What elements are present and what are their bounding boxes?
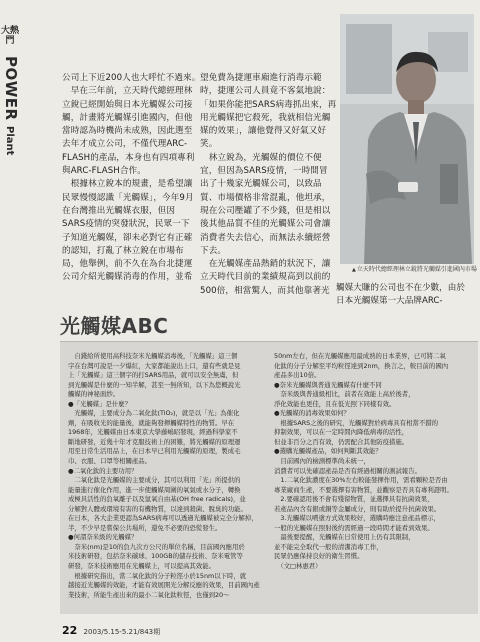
article-text-line: 時，捷運公司人員竟不客氣地說：	[200, 86, 331, 97]
abc-text-line: 根據SARS之後的研究，光觸媒對於病毒具有相當不錯的	[274, 418, 439, 427]
article-text-line: 公司介紹光觸媒消毒的作用，並希	[62, 272, 193, 283]
abc-text-line: 在日本，各大企業更認為SARS病毒可以透過光觸媒被完全分解掉，	[68, 514, 258, 523]
article-text-line: 後其他品質不佳的光觸媒公司會讓	[200, 219, 331, 230]
abc-text-line: 一般的光觸媒在照射後約需經過一段時間才能看到效果。	[274, 523, 434, 532]
section-tab-english-sub: Plant	[4, 126, 15, 156]
abc-text-line: 並不能完全取代一般的清潔消毒工作，	[274, 542, 383, 551]
abc-text-line: 淨化效能也更佳，且在低光照下同樣有效。	[274, 399, 396, 408]
abc-text-line: 2.要確認用後不會有殘留物質，並選擇具有抗菌效果，	[274, 495, 434, 504]
abc-text-line: 研發，奈米技術應用在光觸媒上，可以提高其效能。	[68, 562, 215, 571]
article-text-line: 根據林立銳本的規畫，是希望讓	[62, 179, 193, 190]
abc-text-line: 奈米級與普通級相比，前者在效能上高於後者，	[274, 390, 415, 399]
abc-text-line: ●「光觸媒」是什麼？	[68, 399, 132, 408]
article-photo	[340, 14, 474, 264]
article-text-line: 子知道光觸媒，卻未必對它有正確	[62, 232, 193, 243]
article-text-line: 笑。	[200, 139, 218, 150]
abc-text-line: 成極具活性的負氧離子以及氫氧自由基(OH free radicals)，並	[68, 495, 246, 504]
abc-text-line: 米技術研發，包括奈米碳球、100GB的儲存技術、奈米電管等	[68, 552, 243, 561]
abc-text-line: 用至日常生活用品上，在日本早已利用光觸媒的原理，製成毛	[68, 447, 241, 456]
article-text-line: 立天時代目前的業績規高到以前的	[200, 272, 331, 283]
article-text-line: 民眾慢慢認識「光觸媒」，今年9月	[62, 192, 194, 203]
article-text-line: 宜，但因為SARS疫情，一時間冒	[200, 166, 328, 177]
article-text-line: 媒的效果」，讓他覺得又好氣又好	[200, 126, 327, 137]
article-text-line: 現在公司壓罐了不少錢，但是相以	[200, 205, 331, 216]
article-text-line: 下去。	[200, 245, 227, 256]
abc-text-line: 消費者可以先確認產品是否有經過相關的測試報告。	[274, 466, 421, 475]
abc-text-line: 根據研究指出，當二氧化鈦的分子粒徑小於15nm以下時，就	[68, 571, 247, 580]
photo-illustration	[340, 14, 474, 264]
abc-text-line: 民眾仍應保持良好的衛生習慣。	[274, 552, 364, 561]
article-text-line: 觸媒大賺的公司也不在少數，由於	[336, 283, 465, 293]
article-text-line: 在台灣推出光觸媒衣服，但因	[62, 205, 176, 216]
abc-text-line: 1968年，光觸媒由日本東京大學藤嶋昭發現，經過科學家不	[68, 428, 238, 437]
abc-text-line: 自錢給所使用高科技奈米光觸媒消毒後，「光觸媒」這三個	[68, 352, 238, 360]
abc-text-line: 到光觸媒是什麼的一知半解，甚至一無所知，以下為您概說光	[68, 380, 241, 389]
article-text-line: 用光觸媒把它殺死，我就相信光觸	[200, 112, 331, 123]
abc-text-line: 越接近光觸媒的效能，才能有效展開光分解反應的效果，目前國內產	[68, 581, 260, 590]
article-column-1	[62, 72, 201, 285]
abc-sidebar-column-1	[68, 352, 266, 600]
section-tab-english: POWER	[2, 56, 20, 121]
article-text-line: 立銳已經開始與日本光觸媒公司接	[62, 99, 193, 110]
abc-text-line: 劑，在吸收光的能量後，就能夠發揮觸媒特性的物質。早在	[68, 418, 235, 427]
abc-text-line: 50nm左右，但在光觸媒應用最成熟的日本業界，已可將二氧	[274, 352, 446, 360]
section-tab-chinese: 大熱門	[0, 26, 19, 46]
abc-text-line: 二氧化鈦是光觸媒的主要成分，其可以利用「光」所提供的	[68, 476, 241, 485]
abc-text-line: 3.光觸媒以噴塗方式效果較好，選購時應注意產品標示，	[274, 514, 440, 523]
abc-text-line: 化鈦的分子分解至平均粒徑達到2nm，換言之，較目前的國內	[274, 361, 449, 370]
abc-text-line: 半，不少早是嘗保公共場所，還免不必要的恐慌發生。	[68, 523, 222, 532]
abc-text-line: ●選購光觸媒產品，如何判斷其效能？	[274, 447, 382, 456]
article-text-line: 望免費為捷運車廂進行消毒示範	[200, 73, 322, 83]
abc-text-line: 字在台灣可說是一夕爆紅，大家都能說出上口，還有些就是見	[68, 361, 241, 370]
article-text-line: 500倍，相當驚人，而其他靠著光	[200, 285, 330, 296]
article-text-line: 與ARC-FLASH合作。	[62, 166, 146, 177]
abc-text-line: （文□林惠君）	[274, 562, 322, 571]
article-text-line: 當時認為時機尚未成熟，因此選至	[62, 126, 193, 137]
article-column-2	[200, 72, 337, 298]
article-text-line: 出了十幾家光觸媒公司，以致品	[200, 179, 322, 190]
abc-text-line: 業技術，所能生產出來的最小二氧化鈦粒徑，也僅到20～	[68, 590, 230, 599]
abc-text-line: 抑制效果，可以在一定時間內降低病毒的活性，	[274, 428, 409, 437]
abc-text-line: 奈米(nm)是10的負九次方公尺的單位名稱，目前國內應用於	[68, 542, 245, 551]
abc-text-line: 觸媒的神秘面紗。	[68, 390, 120, 399]
article-text-line: 「如果你能把SARS病毒抓出來，再	[200, 99, 337, 110]
article-text-line: 的認知，打亂了林立銳在市場布	[62, 245, 184, 256]
article-text-line: FLASH的產品，本身也有四項專利	[62, 152, 195, 163]
photo-caption: ▲ 立天時代總經理林立銳將光觸媒引進國內市場	[352, 266, 474, 274]
article-text-line: 公司上下近200人也大呼忙不過來。	[62, 73, 201, 83]
abc-text-line: 巾、衣服、口罩等相關產品。	[68, 457, 152, 466]
abc-text-line: 分解對人體或環境有害的有機物質，以達到殺菌、脫臭的功能。	[68, 504, 247, 513]
article-text-line: 局，他舉例，前不久在為台北捷運	[62, 259, 193, 270]
article-text-line: 日本光觸媒第一大品牌ARC-	[336, 296, 443, 307]
article-text-line: 消費者失去信心，而無法永續經營	[200, 232, 331, 243]
abc-text-line: 產品多出10倍。	[274, 371, 321, 380]
abc-text-line: 最後要提醒，光觸媒在日常使用上仍有其限制，	[274, 533, 415, 542]
abc-text-line: 目前國內的檢測標準尚未統一，	[274, 457, 370, 466]
abc-text-line: 但並非百分之百有效，仍需配合其他防疫措施。	[274, 437, 409, 446]
article-text-line: SARS疫情的突發狀況，民眾一下	[62, 219, 190, 230]
abc-text-line: 專業廠商生產，不要選擇有害物質，並觀察是否具有專利證明。	[274, 485, 453, 494]
abc-text-line: 斷地研發，近幾十年才克服技術上的困難，將光觸媒的原理運	[68, 437, 241, 446]
abc-sidebar-column-2	[274, 352, 474, 572]
article-text-line: 質、市場價格非常混亂，他坦承，	[200, 192, 331, 203]
section-tab	[0, 26, 20, 156]
abc-text-line: 若產品內含有銀或銅等金屬成分，則有助於提升抗菌效果。	[274, 504, 441, 513]
abc-text-line: 能量進行催化作用，進一步使觸媒周圍的氧氣或水分子，轉換	[68, 485, 241, 494]
article-text-line: 去年才成立公司，不僅代理ARC-	[62, 139, 188, 150]
issue-info: 2003/5.15-5.21/843期	[83, 628, 161, 636]
abc-text-line: 上「光觸媒」這三個字的打SARS用品，就可以安全無虞，但	[68, 371, 239, 380]
abc-text-line: ●二氧化鈦的主要功用？	[68, 466, 138, 475]
article-text-line: 林立銳為，光觸媒的價位不便	[200, 152, 322, 163]
abc-text-line: 光觸媒，主要成分為二氧化鈦(TiO₂)，就是以「光」為催化	[68, 409, 240, 418]
article-text-line: 早在三年前，立天時代總經理林	[62, 86, 193, 97]
abc-text-line: 1.二氧化鈦濃度在30%左右較能發揮作用，需看顆粒是否由	[274, 476, 448, 485]
abc-text-line: ●光觸媒的消毒效果如何？	[274, 409, 350, 418]
abc-sidebar-title: 光觸媒ABC	[60, 314, 169, 338]
article-column-3	[336, 282, 474, 309]
article-text-line: 在光觸媒產品熱銷的狀況下，讓	[200, 259, 331, 270]
abc-text-line: ●奈米光觸媒與普通光觸媒有什麼不同	[274, 380, 382, 389]
page-footer	[62, 626, 160, 637]
article-text-line: 觸，計畫將光觸媒引進國內，但他	[62, 112, 193, 123]
page-number: 22	[62, 624, 78, 637]
abc-text-line: ●何謂奈米級的光觸媒？	[68, 533, 138, 542]
